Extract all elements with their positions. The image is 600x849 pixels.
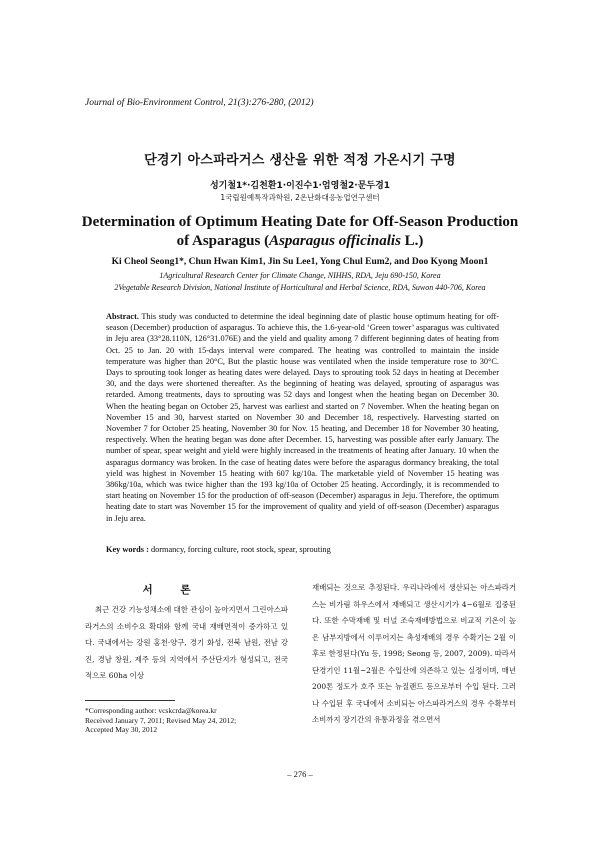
journal-citation: Journal of Bio-Environment Control, 21(3):276-280, (2012) [85,98,314,108]
accepted-date: Accepted May 30, 2012 [85,725,158,735]
page-number: – 276 – [287,769,313,779]
footnote [85,706,288,735]
korean-authors: 성기철1*·김천환1·이진수1·엄영철2·문두경1 [209,181,391,191]
korean-affiliation: 1국립원예특작과학원, 2온난화대응농업연구센터 [220,193,380,202]
intro-left-column: 최근 건강 기능성채소에 대한 관심이 높아지면서 그린아스파라거스의 소비수요 확대와 함께 국내 재배면적이 증가하고 있다. 국내에서는 강원 홍천·양구, 경기 화성, 전북 남원, 전남 강진, 경남 창원, 제주 등의 지역에서 주산단지가 형성되고, 전국적으로 60ha 이상 [85,605,288,680]
keywords-label: Key words : [106,545,149,554]
keywords-text: dormancy, forcing culture, root stock, spear, sprouting [150,545,331,554]
received-dates: Received January 7, 2011; Revised May 24, 2012; [85,715,237,725]
title-prefix: of Asparagus ( [176,233,270,249]
abstract [106,311,499,524]
korean-title: 단경기 아스파라거스 생산을 위한 적정 가온시기 구명 [144,153,456,168]
footnote-divider [85,700,175,701]
english-title-line1: Determination of Optimum Heating Date for Off-Season Production [81,214,519,230]
english-title [0,213,600,251]
keywords [106,545,499,554]
species-name: Asparagus officinalis [269,233,401,249]
english-affiliation-1: 1Agricultural Research Center for Climate Change, NIHHS, RDA, Jeju 690-150, Korea [159,271,441,280]
intro-right-column: 재배되는 것으로 추정된다. 우리나라에서 생산되는 아스파라거스는 비가림 하우스에서 재배되고 생산시기가 4~6월로 집중된다. 또한 수막재배 및 터널 조숙재배방법으로 비교적 기온이 높은 남부지방에서 이루어지는 촉성재배의 경우 수확기는 2월 이후로 한정된다(Yu 등, 1998; Seong 등, 2007, 2009). 따라서 단경기인 11월~2월은 수입산에 의존하고 있는 실정이며, 매년 200톤 정도가 호주 또는 뉴질랜드 등으로부터 수입 된다. 그러나 수입된 후 국내에서 소비되는 아스파라거스의 경우 수확부터 소비까지 장기간의 유통과정을 겪으면서 [312,583,516,724]
section-heading-introduction: 서 론 [142,584,203,596]
title-suffix: L.) [400,233,424,249]
english-affiliation-2: 2Vegetable Research Division, National Institute of Horticultural and Herbal Science, RDA, Suwon 440-706, Korea [114,283,486,292]
abstract-text: This study was conducted to determine the ideal beginning date of plastic house optimum heating for off-season (December) production of asparagus. To achieve this, the 1.6-year-old ‘Green tower’ asparagus was cultivated in Jeju area (33°28.110N, 126°31.076E) and the yield and quality among 7 different beginning dates of heating from Oct. 25 to Jan. 20 with 15-days interval were compared. The heating was controlled to maintain the inside temperature was higher than 20°C, But the plastic house was ventilated when the inside temperature rose to 30°C. Days to sprouting took longer as heating dates were delayed. Days to sprouting took 52 days in heating at December 30, and the days were shortened thereafter. As the beginning of heating was delayed, sprouting of asparagus was retarded. Among treatments, days to sprouting was 52 days and longest when the heating began on December 30. When the heating began on October 25, harvest was earliest and started on 7 November. When the heating began on November 15 and 30, harvest started on November 30 and December 18, respectively. Harvesting started on November 7 for October 25 heating, November 30 for Nov. 15 heating, and December 18 for November 30 heating, respectively. When the heating began was done after December. 15, harvesting was possible after early January. The number of spear, spear weight and yield were highly increased in the treatments of heating after January. 10 when the asparagus dormancy was broken. In the case of heating dates were before the asparagus dormancy breaking, the total yield was highest in November 15 heating with 607 kg/10a. The marketable yield of November 15 heating was 386kg/10a, which was twice higher than the 193 kg/10a of October 25 heating. Accordingly, it is recommended to start heating on November 15 for the production of off-season (December) asparagus in Jeju. Therefore, the optimum heating date to start was November 15 for the improvement of quality and yield of off-season (December) asparagus in Jeju area. [106,312,499,523]
abstract-label: Abstract. [106,312,139,321]
english-title-line2 [0,232,600,251]
english-authors: Ki Cheol Seong1*, Chun Hwan Kim1, Jin Su Lee1, Yong Chul Eum2, and Doo Kyong Moon1 [111,257,489,267]
corresponding-author: *Corresponding author: vcskcrda@korea.kr [85,706,217,715]
